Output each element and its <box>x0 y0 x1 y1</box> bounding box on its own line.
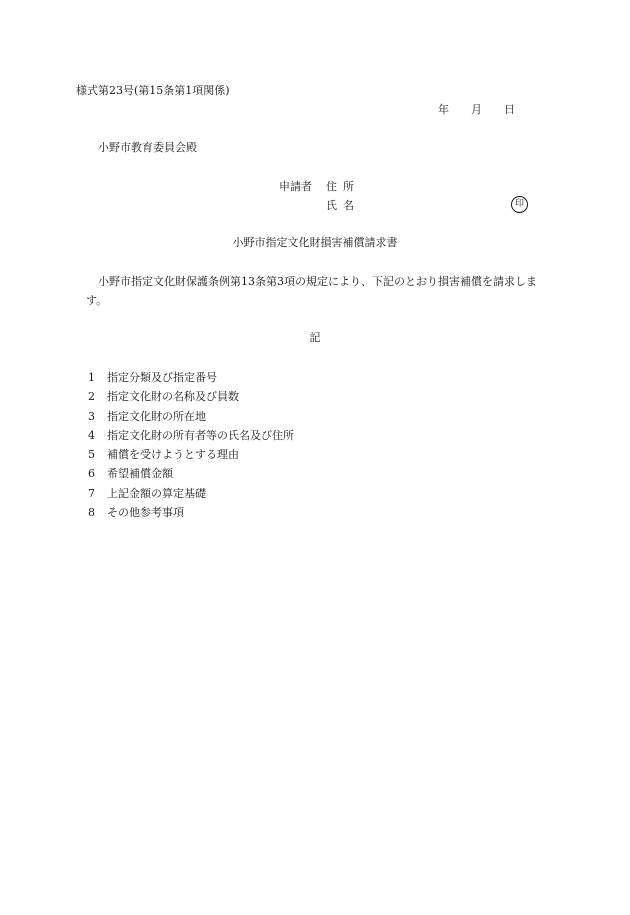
name-label: 氏名 <box>326 199 360 212</box>
applicant-label: 申請者 <box>279 180 312 193</box>
items-list <box>88 368 294 522</box>
list-item <box>88 503 294 522</box>
item-number: 6 <box>88 467 95 481</box>
list-item <box>88 407 294 426</box>
addressee: 小野市教育委員会殿 <box>98 141 197 154</box>
item-text: 指定文化財の所有者等の氏名及び住所 <box>107 428 294 442</box>
date-line <box>438 103 515 117</box>
form-number: 様式第23号(第15条第1項関係) <box>76 84 230 97</box>
list-item <box>88 464 294 483</box>
list-item <box>88 484 294 503</box>
list-item <box>88 445 294 464</box>
item-number: 2 <box>88 390 95 404</box>
item-number: 7 <box>88 486 95 500</box>
item-text: 補償を受けようとする理由 <box>107 448 239 462</box>
list-item <box>88 387 294 406</box>
date-month-label: 月 <box>471 103 482 116</box>
date-year-label: 年 <box>438 103 449 116</box>
item-number: 3 <box>88 409 95 423</box>
item-number: 8 <box>88 506 95 520</box>
item-text: 指定文化財の名称及び員数 <box>107 390 239 404</box>
seal-mark: 印 <box>511 196 528 213</box>
date-day-label: 日 <box>504 103 515 116</box>
body-text: 小野市指定文化財保護条例第13条第3項の規定により、下記のとおり損害補償を請求します。 <box>86 275 537 307</box>
item-number: 1 <box>88 371 95 384</box>
list-item <box>88 368 294 387</box>
document-title: 小野市指定文化財損害補償請求書 <box>232 236 398 249</box>
item-text: その他参考事項 <box>107 506 184 520</box>
address-label: 住所 <box>326 180 360 193</box>
item-number: 5 <box>88 448 95 462</box>
ki-label: 記 <box>309 331 321 344</box>
item-number: 4 <box>88 428 95 442</box>
item-text: 上記金額の算定基礎 <box>107 486 206 500</box>
item-text: 希望補償金額 <box>107 467 173 481</box>
item-text: 指定文化財の所在地 <box>107 409 206 423</box>
list-item <box>88 426 294 445</box>
item-text: 指定分類及び指定番号 <box>107 371 217 384</box>
